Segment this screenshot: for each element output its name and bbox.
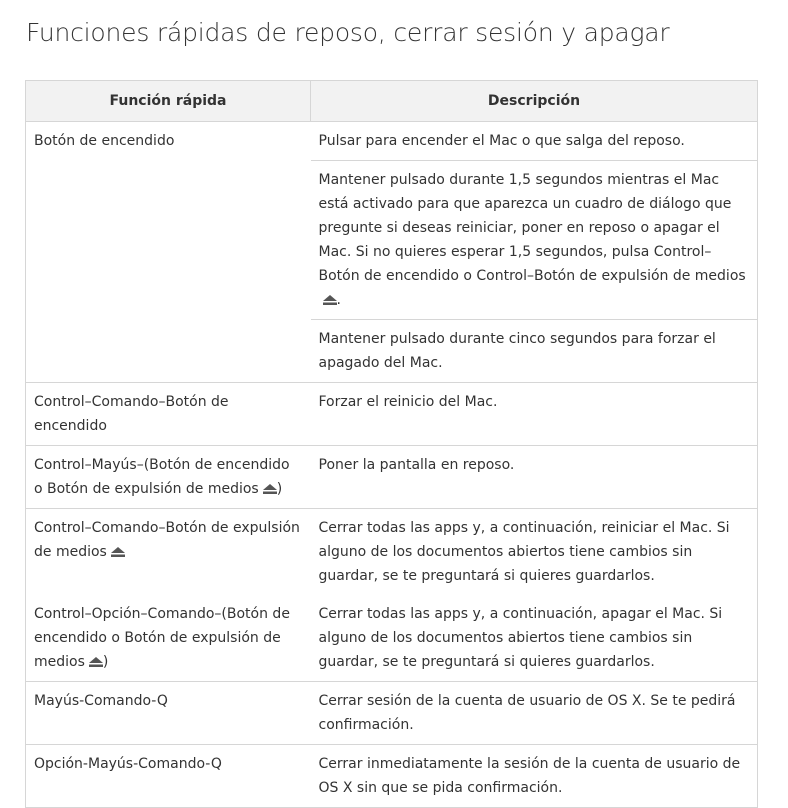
shortcut-text: Mayús-Comando-Q [34, 693, 168, 709]
table-row [26, 509, 758, 596]
header-description: Descripción [311, 81, 758, 122]
shortcut-suffix: ) [276, 481, 283, 497]
description-text: Cerrar sesión de la cuenta de usuario de OS X. Se te pedirá confirmación. [318, 693, 736, 733]
shortcut-cell [26, 682, 311, 745]
description-cell [311, 161, 758, 320]
table-row [26, 595, 758, 682]
description-text: Mantener pulsado durante cinco segundos para forzar el apagado del Mac. [318, 331, 716, 371]
eject-icon [111, 547, 125, 557]
eject-icon [323, 295, 337, 305]
page-title: Funciones rápidas de reposo, cerrar sesión y apagar [26, 18, 670, 47]
description-suffix: . [336, 292, 341, 308]
shortcut-cell [26, 383, 311, 446]
shortcut-text: Control–Mayús–(Botón de encendido o Botón de expulsión de medios [34, 457, 290, 497]
description-text: Mantener pulsado durante 1,5 segundos mientras el Mac está activado para que aparezca un cuadro de diálogo que pregunte si deseas reiniciar, poner en reposo o apagar el Mac. Si no quieres esperar 1,5 segundos, pulsa Control–Botón de encendido o Control–Botón de expulsión de medios [318, 172, 746, 284]
eject-icon [263, 484, 277, 494]
shortcut-text: Botón de encendido [34, 133, 175, 149]
shortcut-text: Opción-Mayús-Comando-Q [34, 756, 222, 772]
shortcuts-table [25, 80, 758, 808]
table-row [26, 122, 758, 161]
description-cell [311, 320, 758, 383]
description-text: Forzar el reinicio del Mac. [318, 394, 498, 410]
table-row [26, 383, 758, 446]
shortcut-text: Control–Comando–Botón de expulsión de medios [34, 520, 300, 560]
description-text: Poner la pantalla en reposo. [318, 457, 515, 473]
shortcut-cell [26, 595, 311, 682]
description-cell [311, 122, 758, 161]
description-cell [311, 682, 758, 745]
description-cell [311, 509, 758, 596]
description-text: Cerrar todas las apps y, a continuación, reiniciar el Mac. Si alguno de los documentos abiertos tiene cambios sin guardar, se te preguntará si quieres guardarlos. [318, 520, 730, 584]
shortcut-suffix: ) [102, 654, 109, 670]
shortcut-cell [26, 446, 311, 509]
description-cell [311, 745, 758, 808]
shortcut-cell [26, 745, 311, 808]
shortcut-cell [26, 509, 311, 596]
shortcut-text: Control–Comando–Botón de encendido [34, 394, 229, 434]
description-cell [311, 446, 758, 509]
description-text: Pulsar para encender el Mac o que salga del reposo. [318, 133, 685, 149]
table-header-row [26, 81, 758, 122]
header-shortcut: Función rápida [26, 81, 311, 122]
shortcut-text: Control–Opción–Comando–(Botón de encendido o Botón de expulsión de medios [34, 606, 290, 670]
shortcut-cell [26, 122, 311, 383]
table-row [26, 682, 758, 745]
table-row [26, 745, 758, 808]
eject-icon [89, 657, 103, 667]
description-text: Cerrar todas las apps y, a continuación, apagar el Mac. Si alguno de los documentos abiertos tiene cambios sin guardar, se te preguntará si quieres guardarlos. [318, 606, 723, 670]
description-cell [311, 383, 758, 446]
description-cell [311, 595, 758, 682]
table-row [26, 446, 758, 509]
description-text: Cerrar inmediatamente la sesión de la cuenta de usuario de OS X sin que se pida confirmación. [318, 756, 741, 796]
